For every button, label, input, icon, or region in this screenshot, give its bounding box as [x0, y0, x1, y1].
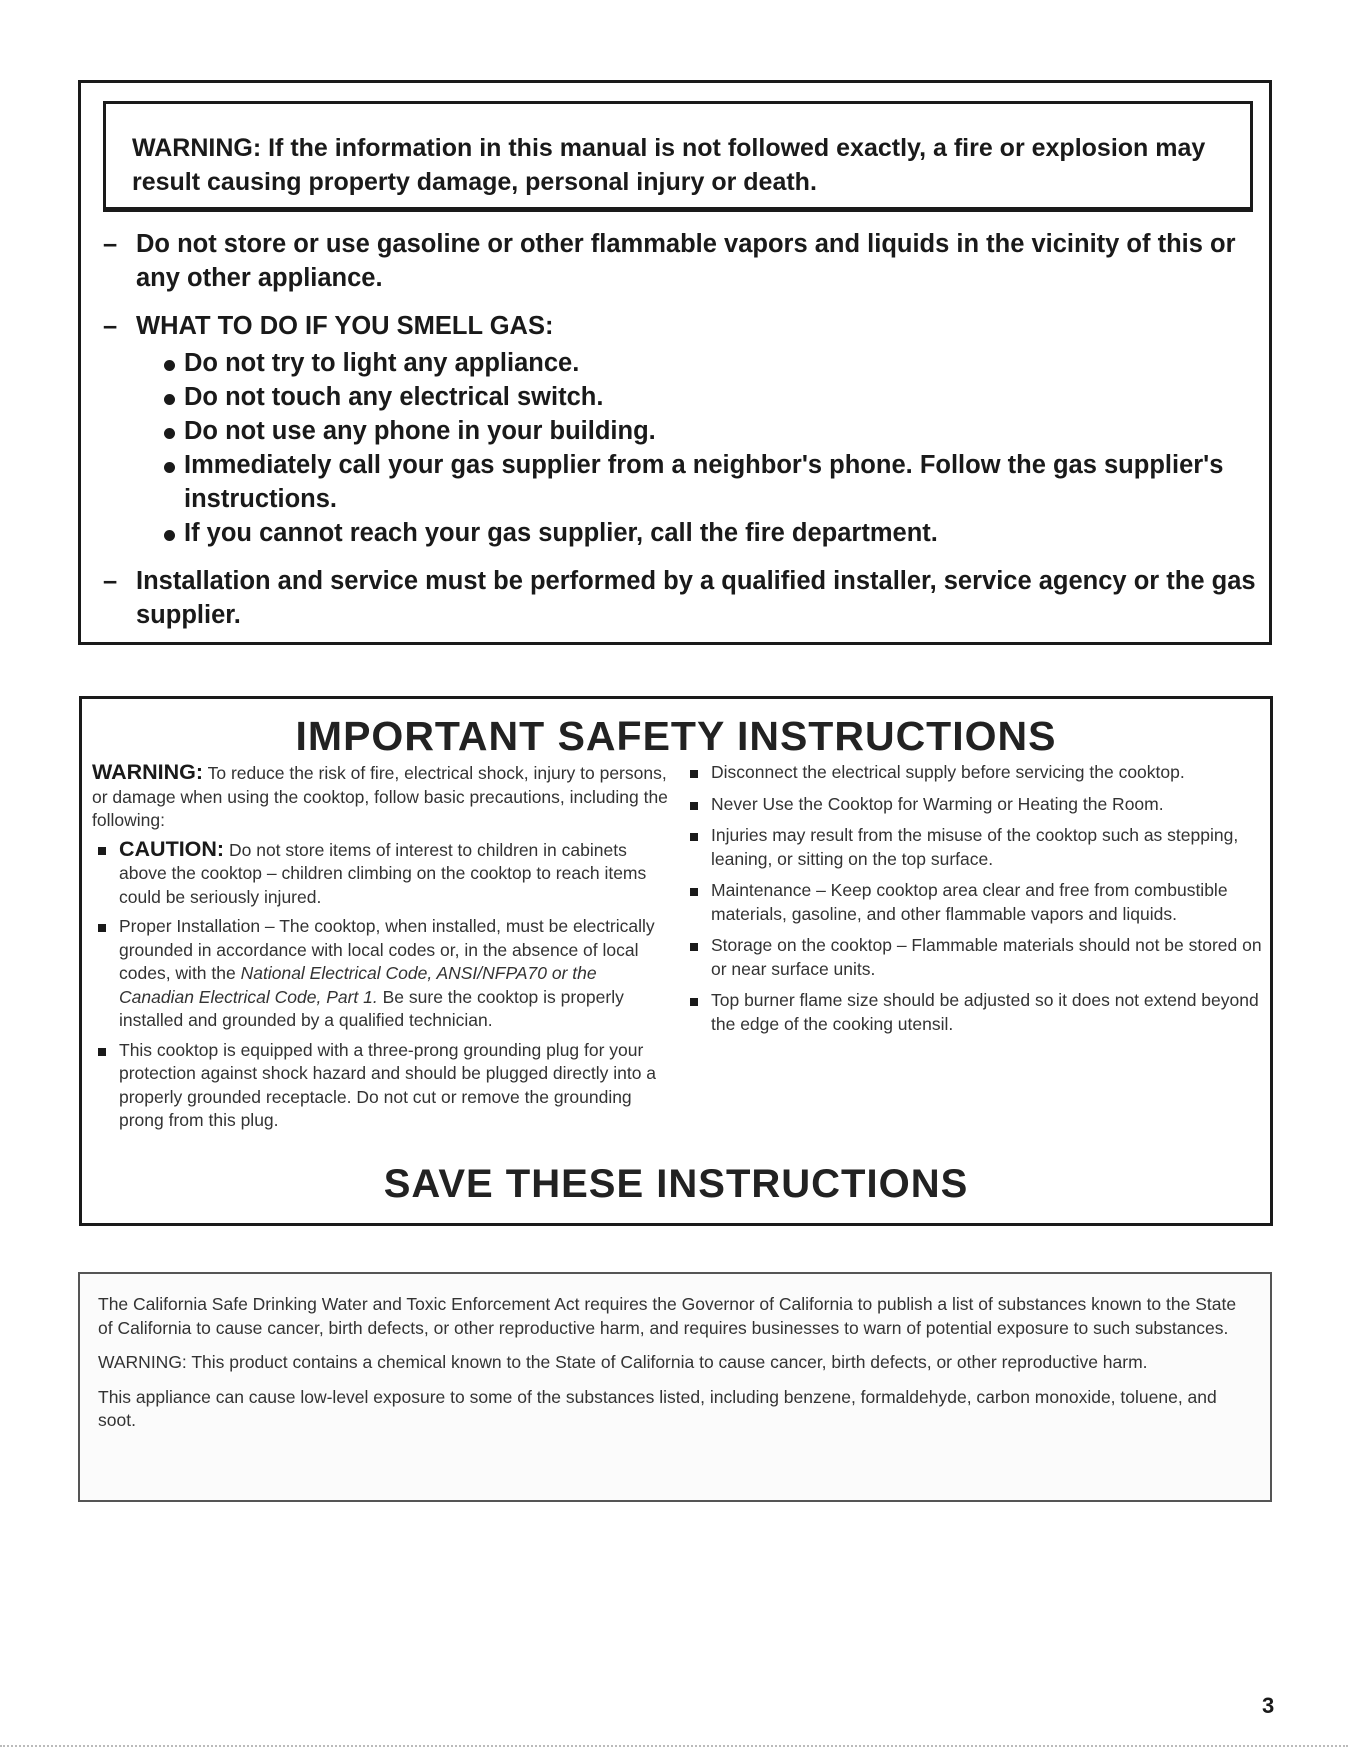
square-bullet-icon: [690, 770, 698, 778]
safety-item-text: Never Use the Cooktop for Warming or Heating the Room.: [711, 793, 1164, 814]
gas-warning-list: [103, 227, 1263, 646]
smell-gas-step-text: Do not touch any electrical switch.: [184, 383, 604, 411]
square-bullet-icon: [98, 1048, 106, 1056]
bullet-icon: [164, 462, 175, 473]
safety-item-text: Injuries may result from the misuse of the cooktop such as stepping, leaning, or sitting on the top surface.: [711, 825, 1239, 869]
dash-marker: –: [103, 230, 118, 258]
safety-item-text: Top burner flame size should be adjusted so it does not extend beyond the edge of the cooking utensil.: [711, 990, 1259, 1034]
bullet-icon: [164, 428, 175, 439]
bottom-rule: [0, 1745, 1348, 1749]
gas-warning-item: [103, 309, 1263, 550]
gas-warning-item: [103, 227, 1263, 295]
square-bullet-icon: [98, 924, 106, 932]
smell-gas-step: [136, 346, 1263, 380]
smell-gas-step: [136, 414, 1263, 448]
dash-marker: –: [103, 567, 118, 595]
smell-gas-step-text: Immediately call your gas supplier from a neighbor's phone. Follow the gas supplier's instructions.: [184, 451, 1224, 513]
smell-gas-steps: [136, 346, 1263, 550]
smell-gas-step: [136, 380, 1263, 414]
installation-text: Proper Installation – The cooktop, when installed, must be electrically grounded in accordance with local codes or, in the absence of local codes, with the: [119, 916, 655, 983]
gas-warning-banner: WARNING: If the information in this manual is not followed exactly, a fire or explosion may result causing property damage, personal injury or death.: [103, 101, 1253, 212]
bullet-icon: [164, 530, 175, 541]
warning-label: WARNING:: [92, 760, 204, 784]
caution-label: CAUTION:: [119, 836, 225, 861]
california-paragraph: This appliance can cause low-level exposure to some of the substances listed, including benzene, formaldehyde, carbon monoxide, toluene, and soot.: [98, 1386, 1217, 1430]
smell-gas-step: [136, 516, 1263, 550]
square-bullet-icon: [690, 998, 698, 1006]
safety-item: [684, 793, 1269, 817]
safety-item: [684, 761, 1269, 785]
warning-text: To reduce the risk of fire, electrical shock, injury to persons, or damage when using the cooktop, follow basic precautions, including the following:: [92, 763, 668, 830]
square-bullet-icon: [690, 802, 698, 810]
gas-warning-box: [78, 80, 1272, 645]
square-bullet-icon: [690, 943, 698, 951]
safety-item-text: Disconnect the electrical supply before servicing the cooktop.: [711, 762, 1185, 782]
square-bullet-icon: [690, 888, 698, 896]
square-bullet-icon: [690, 833, 698, 841]
square-bullet-icon: [98, 847, 106, 855]
smell-gas-step-text: If you cannot reach your gas supplier, call the fire department.: [184, 519, 938, 547]
gas-warning-item-text: Installation and service must be performed by a qualified installer, service agency or the gas supplier.: [136, 567, 1256, 629]
safety-item-caution: [92, 838, 672, 910]
safety-item-installation: [92, 915, 672, 1033]
smell-gas-step-text: Do not try to light any appliance.: [184, 349, 580, 377]
safety-item-text: Maintenance – Keep cooktop area clear and free from combustible materials, gasoline, and other flammable vapors and liquids.: [711, 880, 1228, 924]
california-notice-box: [78, 1272, 1272, 1502]
dash-marker: –: [103, 312, 118, 340]
safety-intro: [92, 761, 672, 833]
safety-left-column: [92, 761, 672, 1139]
safety-item: [684, 989, 1269, 1036]
caution-text: Do not store items of interest to children in cabinets above the cooktop – children climbing on the cooktop to reach items could be seriously injured.: [119, 839, 647, 907]
safety-item: [684, 824, 1269, 871]
safety-title: IMPORTANT SAFETY INSTRUCTIONS: [295, 713, 1057, 759]
save-instructions-title: SAVE THESE INSTRUCTIONS: [383, 1162, 969, 1206]
bullet-icon: [164, 360, 175, 371]
safety-item-grounding: [92, 1039, 672, 1133]
california-paragraph: The California Safe Drinking Water and Toxic Enforcement Act requires the Governor of California to publish a list of substances known to the State of California to cause cancer, birth defects, or other reproductive harm, and requires businesses to warn of potential exposure to such substances.: [98, 1294, 1237, 1338]
safety-item: [684, 879, 1269, 926]
safety-instructions-box: [79, 696, 1273, 1226]
california-paragraph: WARNING: This product contains a chemical known to the State of California to cause cancer, birth defects, or other reproductive harm.: [98, 1352, 1148, 1372]
installation-text-b: Be sure the cooktop is properly installed and grounded by a qualified technician.: [119, 986, 624, 1030]
gas-warning-item-text: Do not store or use gasoline or other flammable vapors and liquids in the vicinity of this or any other appliance.: [136, 230, 1236, 292]
smell-gas-heading: WHAT TO DO IF YOU SMELL GAS:: [136, 312, 554, 340]
page-number: 3: [1262, 1693, 1275, 1718]
bullet-icon: [164, 394, 175, 405]
safety-right-column: [684, 761, 1269, 1044]
gas-warning-item: [103, 564, 1263, 632]
safety-item: [684, 934, 1269, 981]
electrical-code-reference: National Electrical Code, ANSI/NFPA70 or the Canadian Electrical Code, Part 1.: [119, 963, 597, 1007]
smell-gas-step-text: Do not use any phone in your building.: [184, 417, 656, 445]
grounding-text: This cooktop is equipped with a three-prong grounding plug for your protection against shock hazard and should be plugged directly into a properly grounded receptacle. Do not cut or remove the grounding prong from this plug.: [119, 1039, 657, 1130]
smell-gas-step: [136, 448, 1263, 516]
safety-item-text: Storage on the cooktop – Flammable materials should not be stored on or near surface units.: [711, 935, 1262, 979]
